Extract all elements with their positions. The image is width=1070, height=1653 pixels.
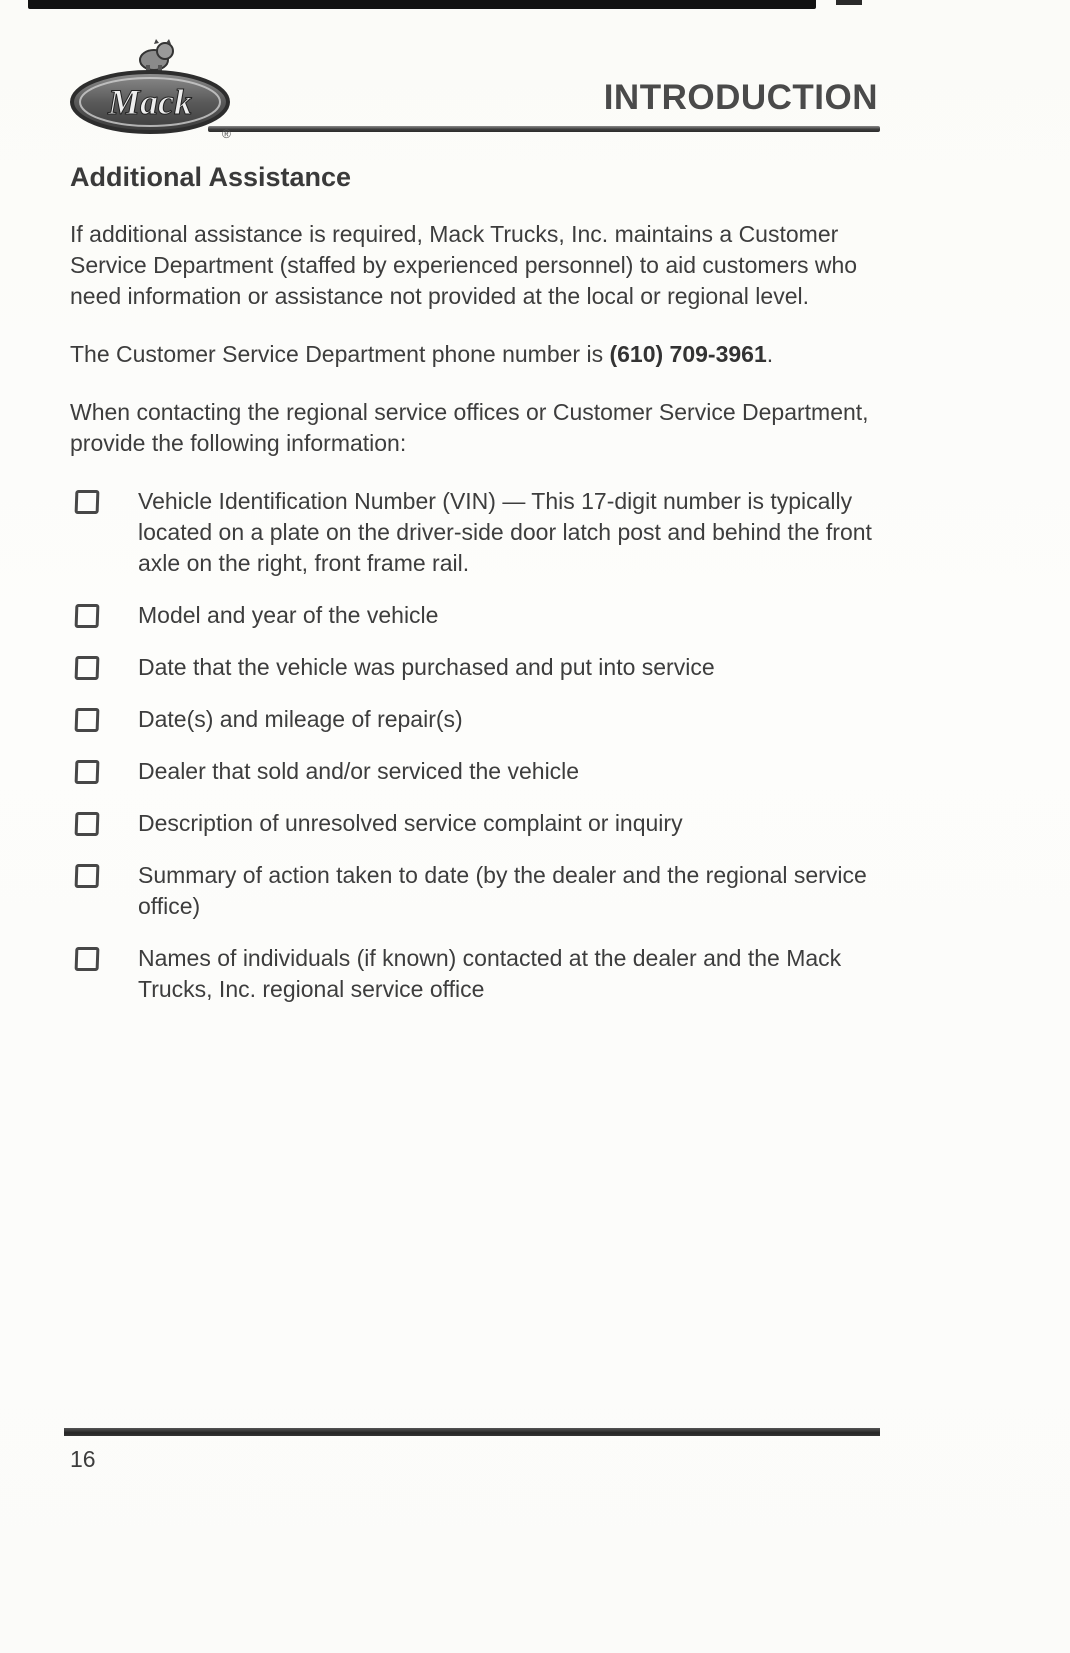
checkbox-icon: [75, 490, 100, 514]
mack-logo-text: Mack: [108, 82, 192, 122]
checkbox-icon: [75, 656, 100, 680]
contact-paragraph: When contacting the regional service offices or Customer Service Department, provide the following information:: [70, 399, 869, 456]
checklist-item-text: Model and year of the vehicle: [138, 602, 439, 628]
content-area: [70, 162, 882, 1026]
checklist-item-text: Description of unresolved service complaint or inquiry: [138, 810, 683, 836]
mack-logo-icon: [62, 34, 242, 144]
section-heading: Additional Assistance: [70, 162, 352, 192]
checklist-item: [70, 704, 882, 735]
checklist-item: [70, 486, 882, 579]
checklist-item-text: Date that the vehicle was purchased and put into service: [138, 654, 715, 680]
footer-divider: [64, 1428, 880, 1436]
checkbox-icon: [75, 708, 100, 732]
checklist-item: [70, 860, 882, 922]
registered-mark: ®: [222, 127, 231, 141]
checklist-item-text: Dealer that sold and/or serviced the vehicle: [138, 758, 580, 784]
checklist-item-text: Date(s) and mileage of repair(s): [138, 706, 463, 732]
phone-paragraph-suffix: .: [766, 341, 774, 367]
checklist-item: [70, 652, 882, 683]
checklist-item-text: Summary of action taken to date (by the dealer and the regional service office): [138, 862, 867, 919]
header-divider: [208, 126, 880, 132]
page-title: INTRODUCTION: [603, 78, 878, 117]
intro-paragraph: If additional assistance is required, Mack Trucks, Inc. maintains a Customer Service Department (staffed by experienced personnel) to aid customers who need information or assistance not provided at the local or regional level.: [70, 221, 858, 309]
checkbox-icon: [75, 604, 100, 628]
checkbox-icon: [75, 947, 100, 971]
phone-paragraph: [70, 339, 882, 370]
checkbox-icon: [75, 812, 100, 836]
mack-logo: [62, 34, 242, 144]
bulldog-icon: [140, 39, 173, 73]
phone-number: (610) 709-3961: [609, 341, 767, 367]
checklist-item-text: Vehicle Identification Number (VIN) — This 17-digit number is typically located on a plate on the driver-side door latch post and behind the front axle on the right, front frame rail.: [138, 488, 872, 576]
phone-paragraph-prefix: The Customer Service Department phone number is: [70, 341, 610, 367]
information-checklist: [70, 486, 882, 1005]
scan-artifact-top: [28, 0, 816, 9]
checkbox-icon: [75, 760, 100, 784]
page-number: 16: [70, 1446, 96, 1472]
checklist-item: [70, 756, 882, 787]
checklist-item: [70, 600, 882, 631]
checkbox-icon: [75, 864, 100, 888]
checklist-item-text: Names of individuals (if known) contacted at the dealer and the Mack Trucks, Inc. regional service office: [138, 945, 842, 1002]
checklist-item: [70, 943, 882, 1005]
checklist-item: [70, 808, 882, 839]
scan-artifact-top-right: [836, 0, 862, 5]
